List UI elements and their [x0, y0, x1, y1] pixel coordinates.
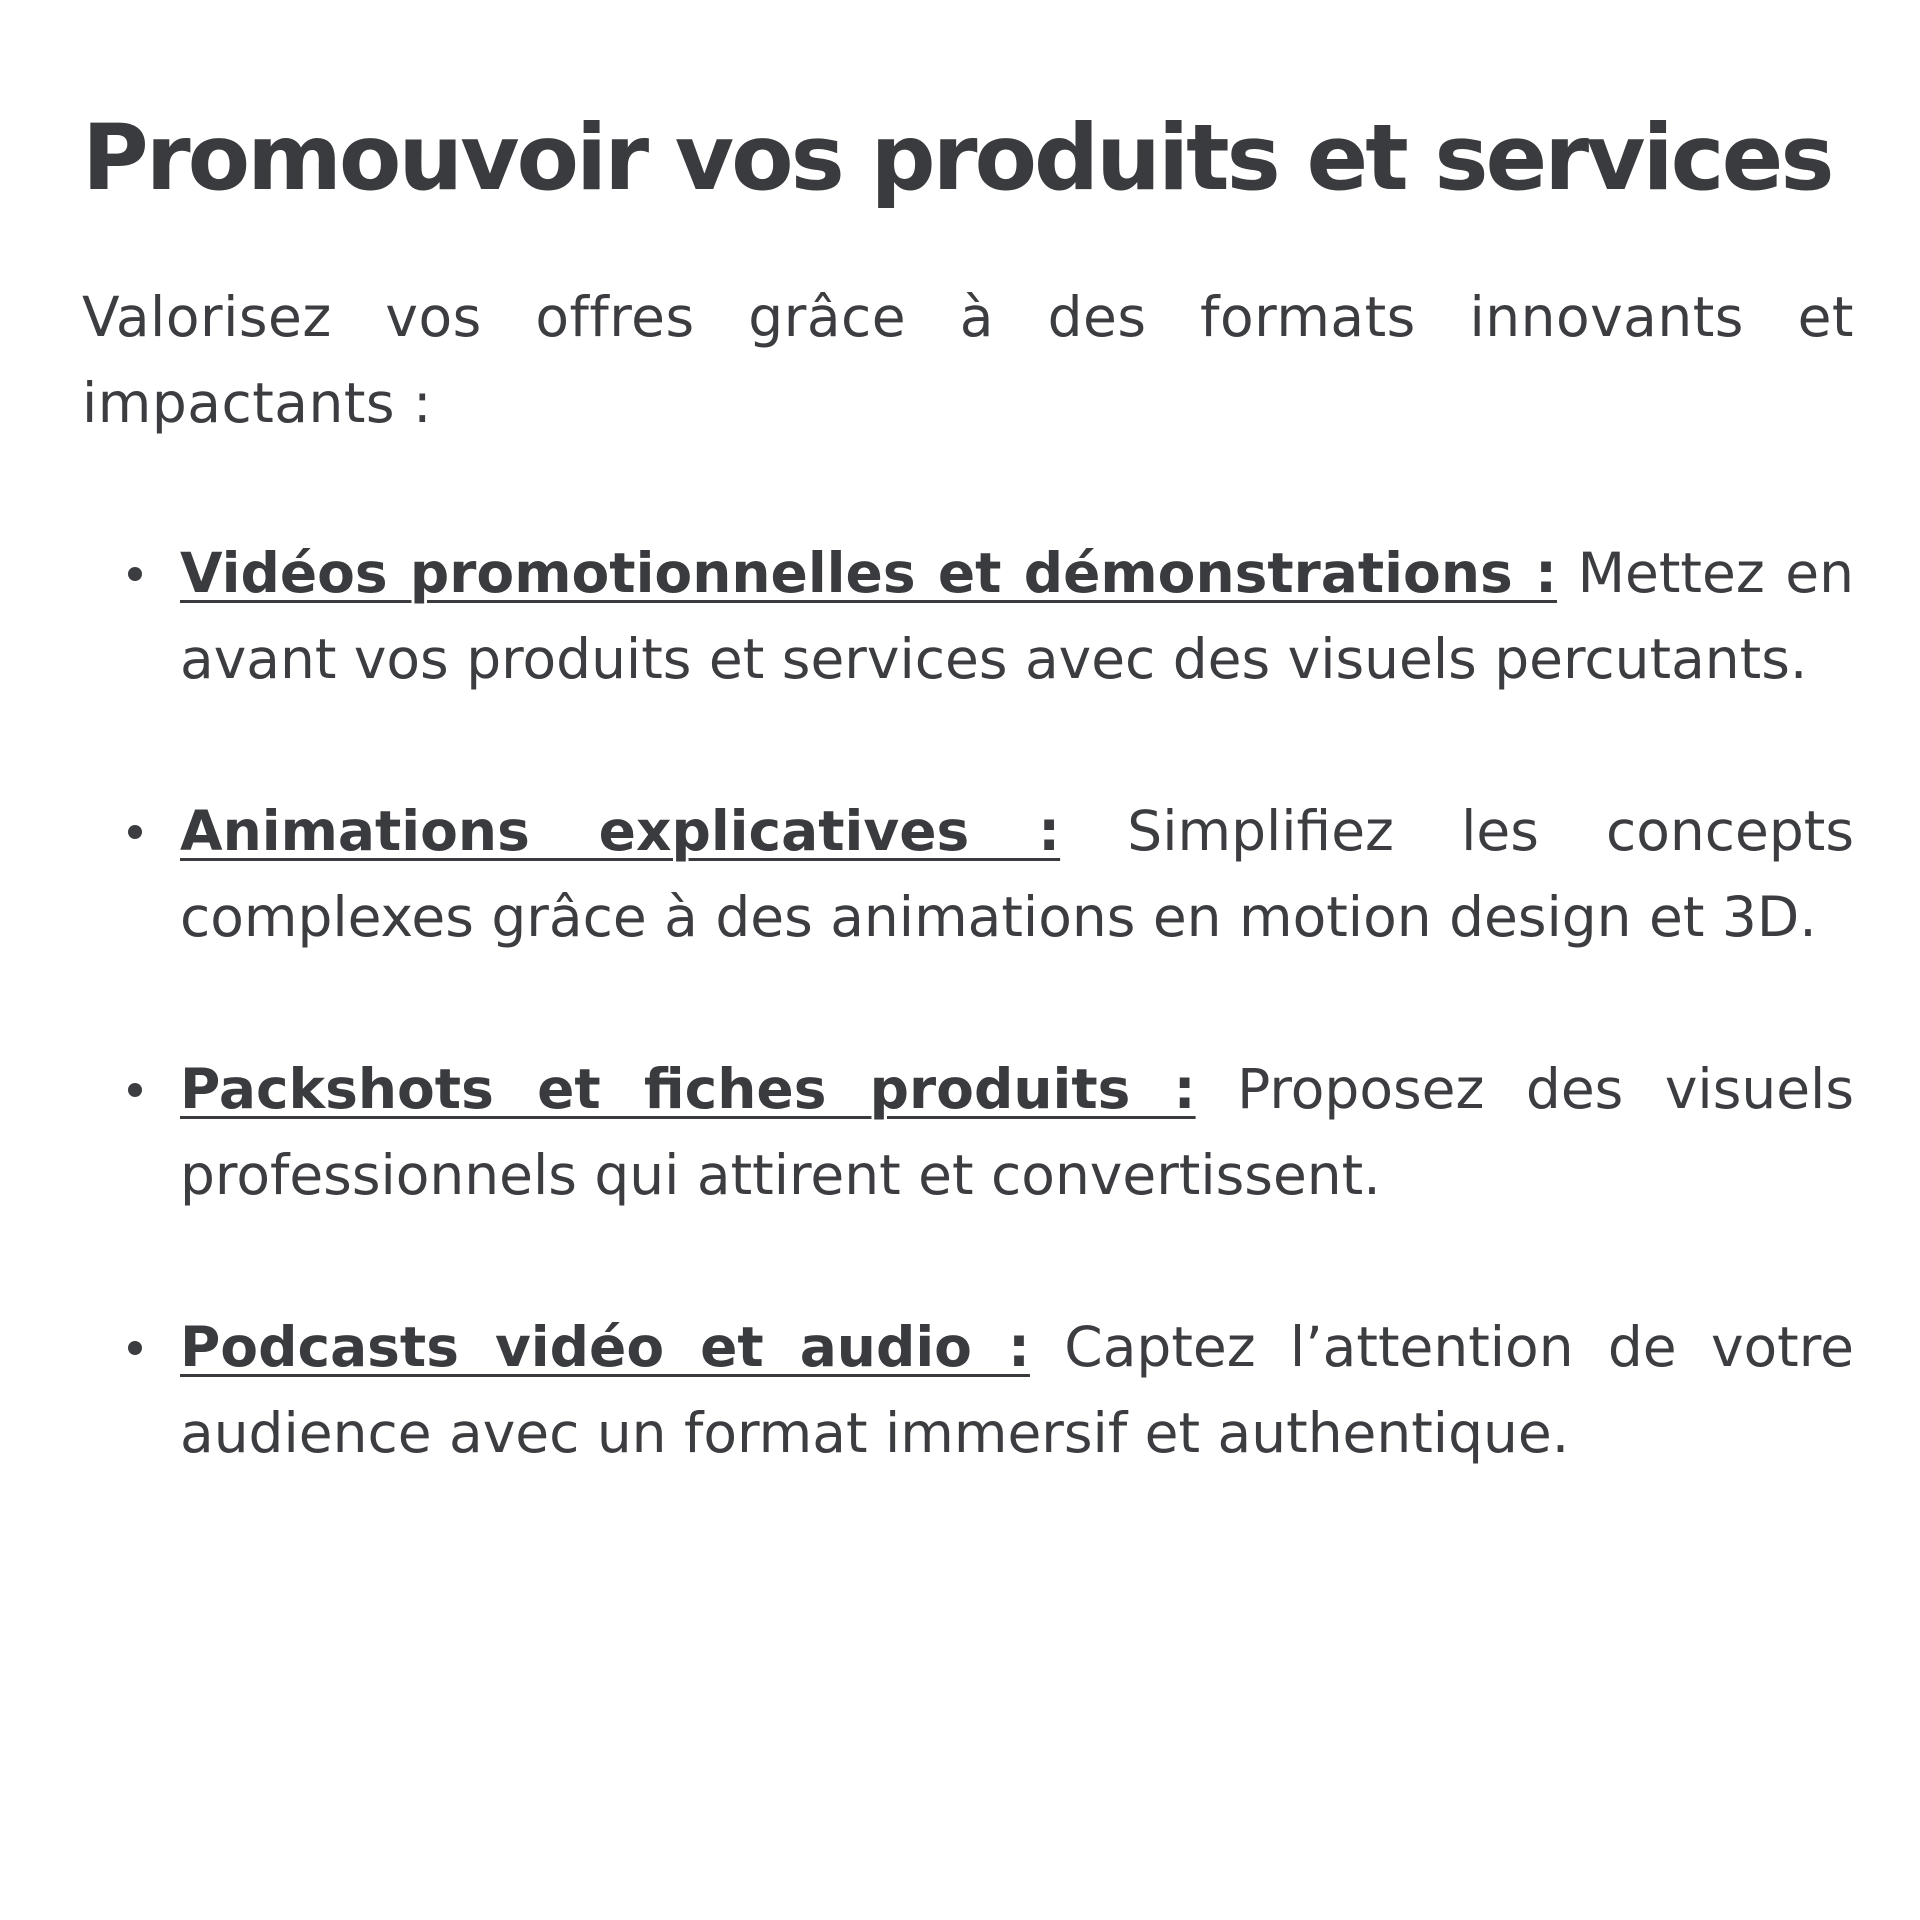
intro-paragraph: Valorisez vos offres grâce à des formats innovants et impactants : — [82, 285, 1854, 435]
services-list — [82, 530, 1854, 1562]
item-description: Mettez en avant vos produits et services avec des visuels percutants. — [180, 541, 1854, 691]
item-term: Animations explicatives : — [180, 799, 1061, 863]
item-term: Packshots et fiches produits : — [180, 1057, 1196, 1121]
bullet-icon — [128, 1083, 142, 1097]
list-item-packshots — [82, 1046, 1854, 1218]
list-item-animations — [82, 788, 1854, 960]
page-title: Promouvoir vos produits et services — [82, 106, 1832, 211]
list-item-podcasts — [82, 1304, 1854, 1476]
list-item-videos — [82, 530, 1854, 702]
item-term: Vidéos promotionnelles et démonstrations : — [180, 541, 1557, 605]
item-description: Captez l’attention de votre audience avec un format immersif et authentique. — [180, 1315, 1854, 1465]
bullet-icon — [128, 1341, 142, 1355]
bullet-icon — [128, 567, 142, 581]
item-term: Podcasts vidéo et audio : — [180, 1315, 1030, 1379]
item-description: Simplifiez les concepts complexes grâce à des animations en motion design et 3D. — [180, 799, 1854, 949]
bullet-icon — [128, 825, 142, 839]
item-description: Proposez des visuels professionnels qui attirent et convertissent. — [180, 1057, 1854, 1207]
